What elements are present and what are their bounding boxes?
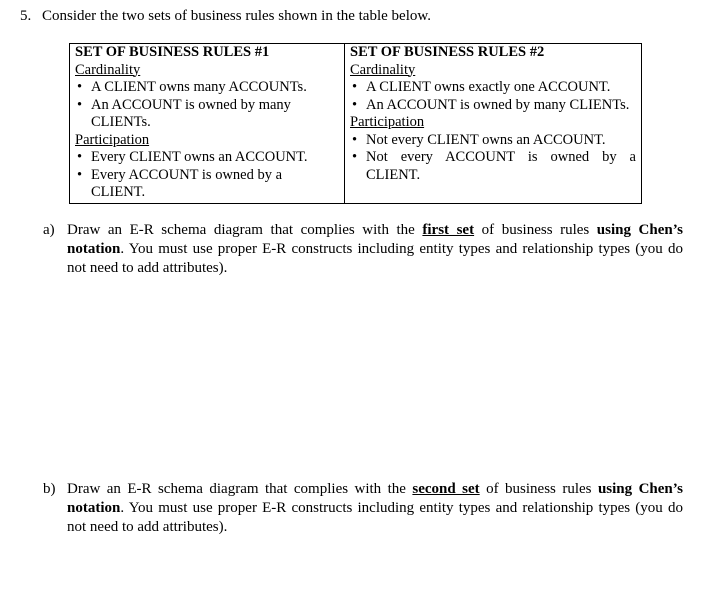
- part-a-emphasis-notation: using Chen’s notation: [67, 222, 683, 257]
- bullet-icon: •: [352, 149, 358, 165]
- set-1-participation-heading: Participation: [75, 131, 150, 148]
- bullet-icon: •: [77, 96, 83, 113]
- bullet-icon: •: [77, 79, 83, 95]
- part-b-label: b): [43, 481, 56, 497]
- bullet-icon: •: [352, 131, 358, 148]
- set-2-title: SET OF BUSINESS RULES #2: [350, 44, 545, 60]
- bullet-icon: •: [77, 149, 83, 165]
- part-a-label: a): [43, 222, 55, 238]
- rules-set-1-cell: [70, 44, 345, 204]
- set-1-title: SET OF BUSINESS RULES #1: [75, 44, 270, 60]
- question-number: 5.: [20, 8, 32, 24]
- set-2-cardinality-list: [350, 79, 636, 114]
- part-b-text: Draw an E-R schema diagram that complies with the second set of business rules using Chen’s notation. You must use proper E-R constructs including entity types and relationship types (you do not need to add attributes).: [67, 481, 684, 535]
- set-2-participation-list: [350, 132, 636, 185]
- bullet-icon: •: [352, 79, 358, 95]
- part-b-emphasis-set: second set: [412, 481, 480, 497]
- set-1-participation-list: [75, 149, 339, 202]
- rules-set-2-cell: [345, 44, 642, 204]
- part-a-answer-area[interactable]: [43, 285, 683, 470]
- list-item: • An ACCOUNT is owned by many CLIENTs.: [352, 96, 630, 113]
- list-item: • Not every CLIENT owns an ACCOUNT.: [352, 131, 606, 148]
- set-1-cardinality-heading: Cardinality: [75, 61, 141, 78]
- list-item: • A CLIENT owns many ACCOUNTs.: [77, 79, 307, 95]
- part-a-text: Draw an E-R schema diagram that complies with the first set of business rules using Chen’s notation. You must use proper E-R constructs including entity types and relationship types (you do not need to add attributes).: [67, 222, 683, 276]
- part-b: [43, 480, 683, 537]
- bullet-icon: •: [352, 96, 358, 113]
- list-item: • A CLIENT owns exactly one ACCOUNT.: [352, 79, 611, 95]
- list-item: • An ACCOUNT is owned by many CLIENTs.: [77, 96, 291, 130]
- list-item: • Every CLIENT owns an ACCOUNT.: [77, 149, 308, 165]
- part-a-emphasis-set: first set: [422, 222, 475, 238]
- set-1-cardinality-list: [75, 79, 339, 132]
- set-2-participation-heading: Participation: [350, 114, 425, 130]
- part-a: [43, 221, 683, 278]
- part-b-answer-area[interactable]: [43, 545, 683, 600]
- list-item: • Every ACCOUNT is owned by a CLIENT.: [77, 166, 283, 200]
- part-b-emphasis-notation: using Chen’s notation: [67, 481, 684, 516]
- question-text: Consider the two sets of business rules shown in the table below.: [42, 8, 431, 24]
- business-rules-table: [69, 43, 642, 204]
- list-item: • Not every ACCOUNT is owned by a CLIENT.: [352, 149, 636, 183]
- set-2-cardinality-heading: Cardinality: [350, 61, 416, 78]
- bullet-icon: •: [77, 166, 83, 183]
- question-header: [20, 8, 431, 25]
